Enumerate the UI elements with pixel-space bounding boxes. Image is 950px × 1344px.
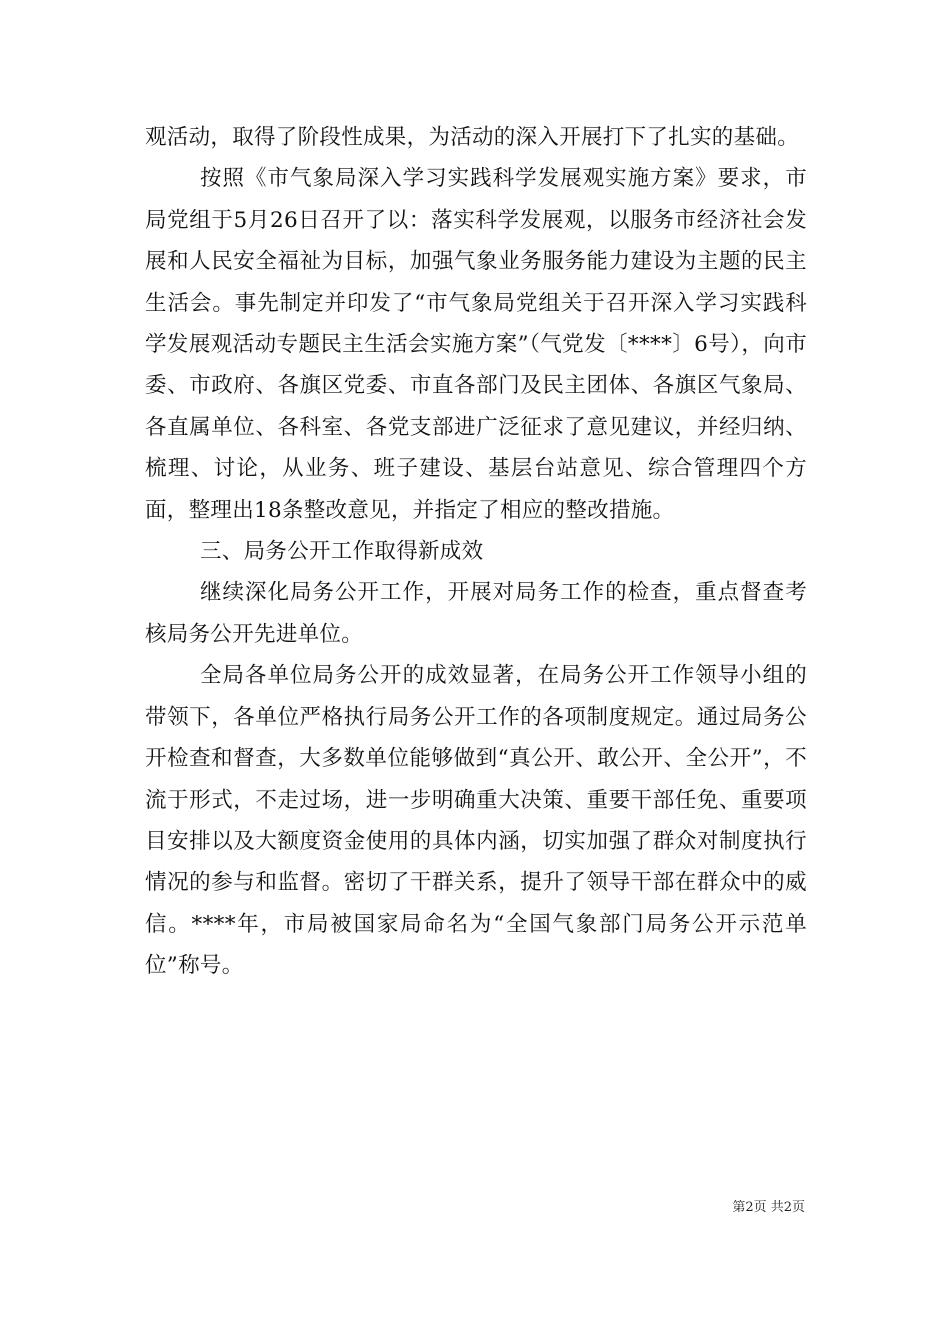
paragraph-democratic-life-meeting: 按照《市气象局深入学习实践科学发展观实施方案》要求，市局党组于5月26日召开了以：落实科学发展观，以服务市经济社会发展和人民安全福祉为目标，加强气象业务服务能力建设为主题的民主生活会。事先制定并印发了“市气象局党组关于召开深入学习实践科学发展观活动专题民主生活会实施方案”（气党发〔****〕6号），向市委、市政府、各旗区党委、市直各部门及民主团体、各旗区气象局、各直属单位、各科室、各党支部进广泛征求了意见建议，并经归纳、梳理、讨论，从业务、班子建设、基层台站意见、综合管理四个方面，整理出18条整改意见，并指定了相应的整改措施。	[145, 166, 807, 523]
paragraph-deepen-disclosure: 继续深化局务公开工作，开展对局务工作的检查，重点督查考核局务公开先进单位。	[145, 580, 807, 647]
paragraph-disclosure-results: 全局各单位局务公开的成效显著，在局务公开工作领导小组的带领下，各单位严格执行局务公开工作的各项制度规定。通过局务公开检查和督查，大多数单位能够做到“真公开、敢公开、全公开”，不流于形式，不走过场，进一步明确重大决策、重要干部任免、重要项目安排以及大额度资金使用的具体内涵，切实加强了群众对制度执行情况的参与和监督。密切了干群关系，提升了领导干部在群众中的威信。****年，市局被国家局命名为“全国气象部门局务公开示范单位”称号。	[145, 663, 807, 979]
document-body	[145, 117, 807, 987]
page-number-footer: 第2页 共2页	[732, 1200, 805, 1215]
paragraph-continuation: 观活动，取得了阶段性成果，为活动的深入开展打下了扎实的基础。	[145, 125, 800, 150]
section-heading-bureau-affairs-disclosure: 三、局务公开工作取得新成效	[200, 539, 484, 565]
